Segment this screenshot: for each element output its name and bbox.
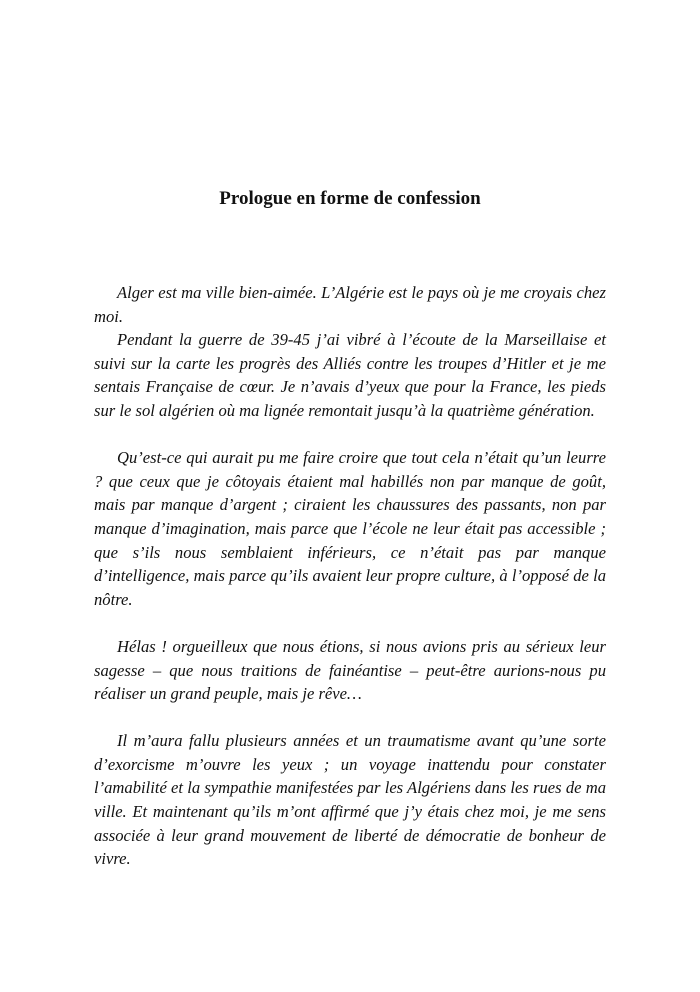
paragraph-spacer [94, 423, 606, 447]
page-title: Prologue en forme de confession [219, 188, 481, 209]
paragraph: Hélas ! orgueilleux que nous étions, si nous avions pris au sérieux leur sagesse – que nous traitions de fainéantise – peut-être aurions-nous pu réaliser un grand peuple, mais je rêve… [94, 636, 606, 704]
paragraph: Il m’aura fallu plusieurs années et un traumatisme avant qu’une sorte d’exorcisme m’ouvre les yeux ; un voyage inattendu pour constater l’amabilité et la sympathie manifestées par les Algériens dans les rues de ma ville. Et maintenant qu’ils m’ont affirmé que j’y étais chez moi, je me sens associée à leur grand mouvement de liberté de démocratie de bonheur de vivre. [94, 731, 606, 869]
paragraph: Qu’est-ce qui aurait pu me faire croire que tout cela n’était qu’un leurre ? que ceux que je côtoyais étaient mal habillés non par manque de goût, mais par manque d’argent ; ciraient les chaussures des passants, non par manque d’imagination, mais parce que l’école ne leur était pas accessible ; que s’ils nous semblaient inférieurs, ce n’était pas par manque d’intelligence, mais parce qu’ils avaient leur propre culture, à l’opposé de la nôtre. [94, 448, 606, 609]
body-text [94, 281, 606, 871]
paragraph: Pendant la guerre de 39-45 j’ai vibré à l’écoute de la Marseillaise et suivi sur la carte les progrès des Alliés contre les troupes d’Hitler et je me sentais Française de cœur. Je n’avais d’yeux que pour la France, les pieds sur le sol algérien où ma lignée remontait jusqu’à la quatrième génération. [94, 330, 606, 420]
paragraph-spacer [94, 611, 606, 635]
paragraph: Alger est ma ville bien-aimée. L’Algérie est le pays où je me croyais chez moi. [94, 283, 606, 326]
paragraph-spacer [94, 706, 606, 730]
